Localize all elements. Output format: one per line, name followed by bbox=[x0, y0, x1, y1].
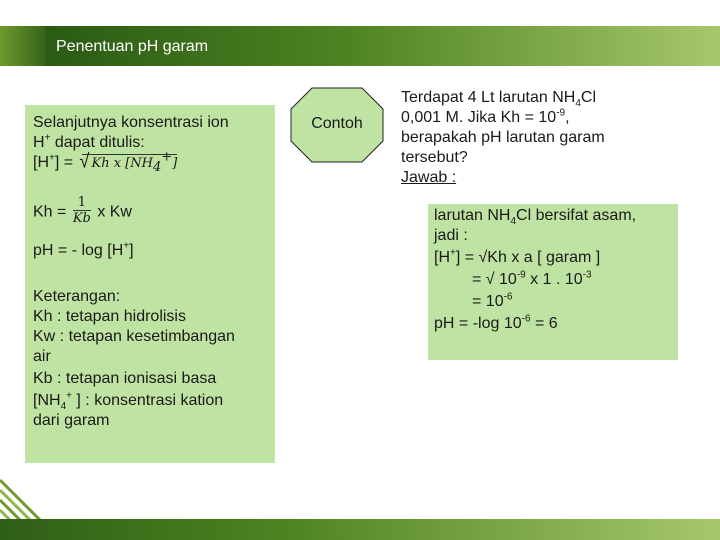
keterangan-kb: Kb : tetapan ionisasi basa bbox=[33, 370, 217, 387]
h-formula: [H+] = √ Kh x $[NH_4^+]$ bbox=[33, 149, 178, 176]
sqrt-symbol: √ bbox=[79, 150, 90, 172]
intro-line: Selanjutnya konsentrasi ion bbox=[33, 114, 229, 131]
answer-line-3: [H+] = √Kh x a [ garam ] bbox=[434, 247, 601, 266]
answer-line-4: = √ $10^{-9}$ x 1 . $10^{-3}$ bbox=[472, 269, 592, 288]
keterangan-title: Keterangan: bbox=[33, 288, 121, 305]
answer-line-6: pH = -log $10^{-6} = 6$ bbox=[434, 313, 558, 332]
keterangan-kh: Kh : tetapan hidrolisis bbox=[33, 308, 186, 325]
sqrt-expression: √ Kh x $[NH_4^+]$ bbox=[79, 149, 178, 176]
question-text bbox=[401, 88, 701, 188]
footer-bar bbox=[0, 519, 720, 540]
answer-line-5: = $10^{-6}$ bbox=[472, 291, 513, 310]
kh-formula: Kh = $\frac{1}{Kb}$ x Kw bbox=[33, 195, 132, 226]
formula-panel bbox=[25, 105, 275, 463]
keterangan-kw-cont: air bbox=[33, 348, 51, 365]
question-line-4: tersebut? bbox=[401, 149, 468, 166]
question-line-3: berapakah pH larutan garam bbox=[401, 129, 605, 146]
answer-line-1: larutan $NH_4Cl$ bersifat asam, bbox=[434, 207, 637, 228]
question-line-2: 0,001 M. Jika $Kh = 10^{-9}$, bbox=[401, 107, 570, 126]
ph-formula: pH = - log [H+] bbox=[33, 240, 134, 259]
fraction: $\frac{1}{Kb}$ bbox=[72, 195, 91, 226]
slide-title: Penentuan pH garam bbox=[56, 38, 209, 55]
question-line-1: Terdapat 4 Lt larutan $NH_4Cl$ bbox=[401, 89, 596, 110]
answer-panel bbox=[428, 204, 678, 360]
keterangan-kw: Kw : tetapan kesetimbangan bbox=[33, 328, 235, 345]
keterangan-garam: dari garam bbox=[33, 412, 110, 429]
answer-heading: Jawab : bbox=[401, 169, 457, 186]
example-label: Contoh bbox=[311, 115, 363, 132]
answer-line-2: jadi : bbox=[434, 227, 468, 244]
keterangan-nh4: [$NH_4^+$ ] : konsentrasi kation bbox=[33, 390, 224, 413]
intro-line-2: H+ dapat ditulis: bbox=[33, 132, 145, 151]
